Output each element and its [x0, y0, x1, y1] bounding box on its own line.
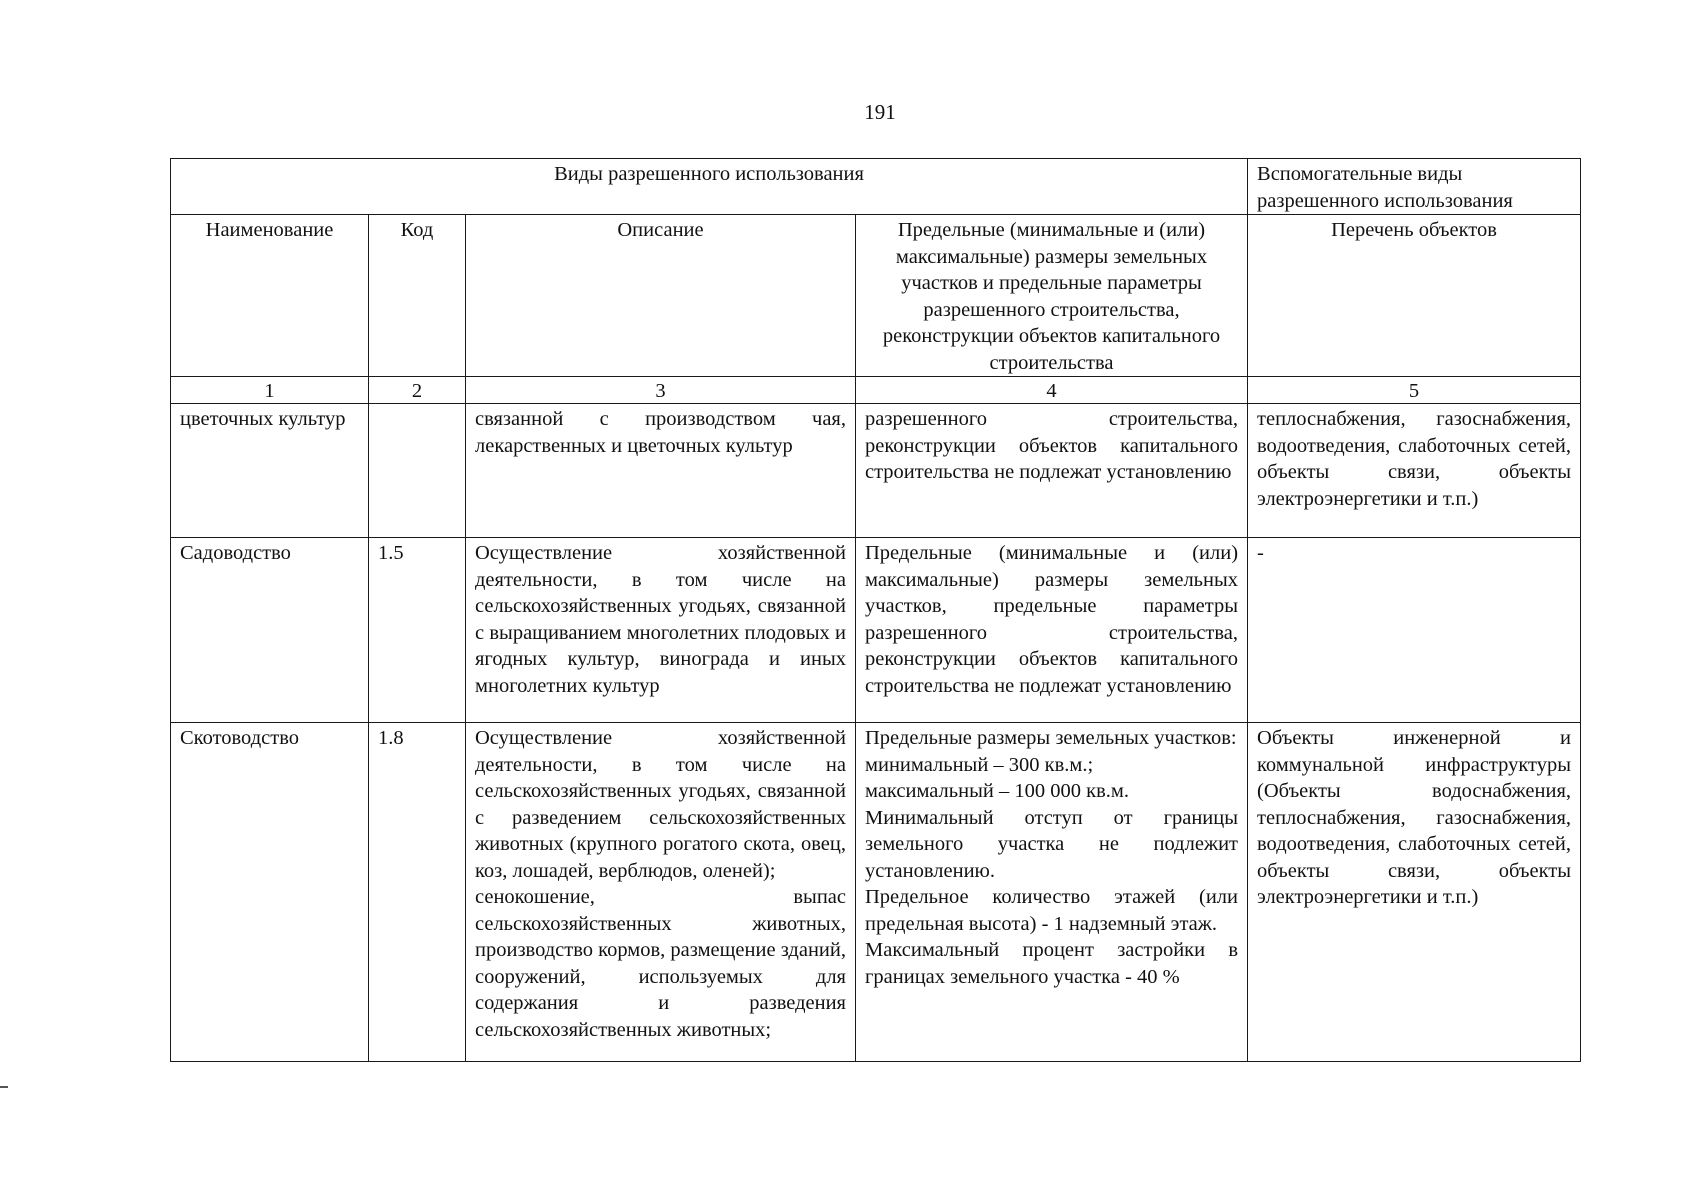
column-header-name: Наименование	[171, 215, 369, 377]
cell-objects: Объекты инженерной и коммунальной инфраструктуры (Объекты водоснабжения, теплоснабжения, газоснабжения, водоотведения, слаботочных сетей, объекты связи, объекты электроэнергетики и т.п.)	[1248, 723, 1581, 1062]
cell-code: 1.5	[369, 538, 466, 723]
cell-description: Осуществление хозяйственной деятельности, в том числе на сельскохозяйственных угодьях, связанной с выращиванием многолетних плодовых и ягодных культур, винограда и иных многолетних культур	[466, 538, 856, 723]
parameter-line: Предельные размеры земельных участков:	[865, 727, 1237, 749]
table-row	[171, 404, 1581, 538]
parameter-line: максимальный – 100 000 кв.м.	[865, 780, 1129, 802]
cell-name: Садоводство	[171, 538, 369, 723]
column-number-row	[171, 377, 1581, 404]
land-use-table	[170, 158, 1581, 1062]
parameter-line: минимальный – 300 кв.м.;	[865, 753, 1094, 776]
cell-code	[369, 404, 466, 538]
cell-parameters: разрешенного строительства, реконструкции объектов капитального строительства не подлежат установлению	[856, 404, 1248, 538]
header-auxiliary-uses: Вспомогательные виды разрешенного использования	[1248, 159, 1581, 215]
cell-parameters: Предельные (минимальные и (или) максимальные) размеры земельных участков, предельные параметры разрешенного строительства, реконструкции объектов капитального строительства не подлежат установлению	[856, 538, 1248, 723]
table-header-row	[171, 159, 1581, 215]
parameter-line: Минимальный отступ от границы земельного участка не подлежит установлению.	[865, 806, 1239, 882]
cell-parameters	[856, 723, 1248, 1062]
column-header-parameters: Предельные (минимальные и (или) максимальные) размеры земельных участков и предельные параметры разрешенного строительства, реконструкции объектов капитального строительства	[856, 215, 1248, 377]
cell-description: связанной с производством чая, лекарственных и цветочных культур	[466, 404, 856, 538]
cell-name: цветочных культур	[171, 404, 369, 538]
cell-objects: -	[1248, 538, 1581, 723]
column-number: 2	[369, 377, 466, 404]
column-header-code: Код	[369, 215, 466, 377]
column-number: 5	[1248, 377, 1581, 404]
cell-description	[466, 723, 856, 1062]
table-row	[171, 538, 1581, 723]
column-number: 1	[171, 377, 369, 404]
cell-name: Скотоводство	[171, 723, 369, 1062]
header-main-uses: Виды разрешенного использования	[171, 159, 1248, 215]
description-paragraph: Осуществление хозяйственной деятельности, в том числе на сельскохозяйственных угодьях, связанной с разведением сельскохозяйственных животных (крупного рогатого скота, овец, коз, лошадей, верблюдов, оленей);	[475, 727, 846, 882]
column-number: 4	[856, 377, 1248, 404]
table-subheader-row	[171, 215, 1581, 377]
cell-objects: теплоснабжения, газоснабжения, водоотведения, слаботочных сетей, объекты связи, объекты электроэнергетики и т.п.)	[1248, 404, 1581, 538]
parameter-line: Предельное количество этажей (или предельная высота) - 1 надземный этаж.	[865, 886, 1239, 935]
description-paragraph: сенокошение, выпас сельскохозяйственных животных, производство кормов, размещение зданий, сооружений, используемых для содержания и разведения сельскохозяйственных животных;	[475, 886, 846, 1041]
column-header-description: Описание	[466, 215, 856, 377]
table-row	[171, 723, 1581, 1062]
page-number: 191	[864, 100, 896, 124]
cell-code: 1.8	[369, 723, 466, 1062]
margin-mark	[0, 1086, 8, 1088]
column-number: 3	[466, 377, 856, 404]
parameter-line: Максимальный процент застройки в границах земельного участка - 40 %	[865, 939, 1239, 988]
column-header-objects: Перечень объектов	[1248, 215, 1581, 377]
